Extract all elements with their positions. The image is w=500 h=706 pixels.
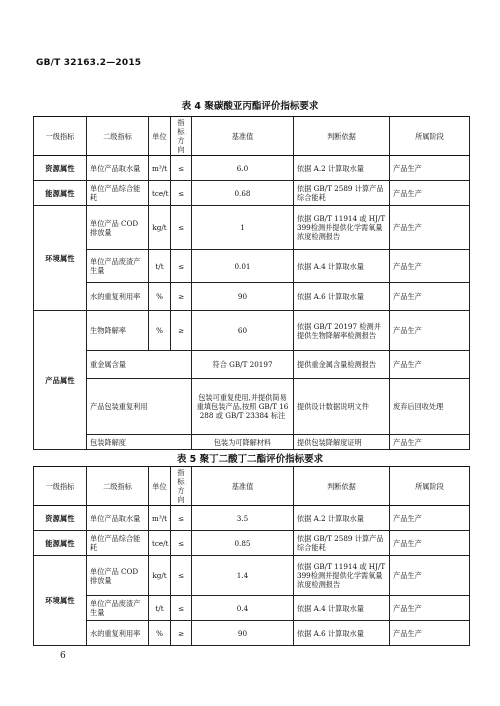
col-header-level2: 二级指标 [87, 467, 149, 506]
basis-cell: 提供包装降解度证明 [294, 435, 390, 450]
unit-cell: m³/t [149, 506, 171, 531]
level2-cell: 单位产品取水量 [87, 506, 149, 531]
baseline-cell: 0.85 [192, 531, 294, 556]
level2-cell: 单位产品废渣产生量 [87, 250, 149, 283]
basis-cell: 依据 A.4 计算取水量 [294, 596, 390, 621]
baseline-cell: 90 [192, 621, 294, 646]
table-row [34, 506, 470, 531]
col-header-level1: 一级指标 [34, 467, 87, 506]
table-row [34, 250, 470, 283]
col-header-direction: 指标方向 [171, 117, 192, 156]
level1-cell: 环境属性 [34, 556, 87, 646]
baseline-cell: 1.4 [192, 556, 294, 596]
basis-cell: 依据 A.4 计算取水量 [294, 250, 390, 283]
stage-cell: 产品生产 [390, 181, 470, 206]
col-header-stage: 所属阶段 [390, 467, 470, 506]
col-header-baseline: 基准值 [192, 467, 294, 506]
col-header-stage: 所属阶段 [390, 117, 470, 156]
basis-cell: 依据 GB/T 2589 计算产品综合能耗 [294, 531, 390, 556]
col-header-unit: 单位 [149, 117, 171, 156]
direction-cell: ≤ [171, 181, 192, 206]
basis-cell: 依据 A.2 计算取水量 [294, 506, 390, 531]
baseline-cell: 符合 GB/T 20197 [192, 351, 294, 379]
stage-cell: 产品生产 [390, 351, 470, 379]
basis-cell: 依据 GB/T 2589 计算产品综合能耗 [294, 181, 390, 206]
level2-cell: 单位产品 COD 排放量 [87, 556, 149, 596]
table5-title: 表 5 聚丁二酸丁二酯评价指标要求 [176, 454, 324, 465]
unit-cell: % [149, 283, 171, 311]
basis-cell: 依据 A.6 计算取水量 [294, 621, 390, 646]
col-header-basis: 判断依据 [294, 467, 390, 506]
level2-cell: 单位产品综合能耗 [87, 531, 149, 556]
level2-cell: 单位产品废渣产生量 [87, 596, 149, 621]
level2-cell: 重金属含量 [87, 351, 192, 379]
basis-cell: 依据 A.2 计算取水量 [294, 156, 390, 181]
direction-cell: ≤ [171, 506, 192, 531]
direction-cell: ≥ [171, 621, 192, 646]
level1-cell: 环境属性 [34, 206, 87, 311]
level1-cell: 产品属性 [34, 311, 87, 450]
stage-cell: 产品生产 [390, 206, 470, 250]
baseline-cell: 0.01 [192, 250, 294, 283]
stage-cell: 产品生产 [390, 596, 470, 621]
table-row [34, 351, 470, 379]
baseline-cell: 3.5 [192, 506, 294, 531]
basis-cell: 依据 GB/T 20197 检测并提供生物降解率检测报告 [294, 311, 390, 351]
unit-cell: t/t [149, 250, 171, 283]
table-row [34, 156, 470, 181]
direction-cell: ≤ [171, 206, 192, 250]
table-row [34, 556, 470, 596]
unit-cell: tce/t [149, 531, 171, 556]
baseline-cell: 包装为可降解材料 [192, 435, 294, 450]
baseline-cell: 90 [192, 283, 294, 311]
table-row [34, 531, 470, 556]
stage-cell: 废弃后回收处理 [390, 379, 470, 435]
table4-title: 表 4 聚碳酸亚丙酯评价指标要求 [181, 101, 319, 112]
col-header-level1: 一级指标 [34, 117, 87, 156]
basis-cell: 提供设计数据说明文件 [294, 379, 390, 435]
stage-cell: 产品生产 [390, 311, 470, 351]
basis-cell: 依据 GB/T 11914 或 HJ/T 399检测并提供化学需氧量浓度检测报告 [294, 556, 390, 596]
col-header-basis: 判断依据 [294, 117, 390, 156]
level2-cell: 水的重复利用率 [87, 621, 149, 646]
direction-cell: ≤ [171, 531, 192, 556]
table-row [34, 311, 470, 351]
standard-code: GB/T 32163.2—2015 [36, 58, 142, 68]
col-header-level2: 二级指标 [87, 117, 149, 156]
table-row [34, 181, 470, 206]
table-row [34, 206, 470, 250]
col-header-unit: 单位 [149, 467, 171, 506]
direction-cell: ≥ [171, 311, 192, 351]
baseline-cell: 1 [192, 206, 294, 250]
table-row [34, 596, 470, 621]
level2-cell: 产品包装重复利用 [87, 379, 192, 435]
table-row [34, 379, 470, 435]
basis-cell: 依据 GB/T 11914 或 HJ/T 399检测并提供化学需氧量浓度检测报告 [294, 206, 390, 250]
table5 [33, 466, 470, 646]
level2-cell: 生物降解率 [87, 311, 149, 351]
stage-cell: 产品生产 [390, 506, 470, 531]
stage-cell: 产品生产 [390, 283, 470, 311]
level2-cell: 单位产品 COD 排放量 [87, 206, 149, 250]
basis-cell: 依据 A.6 计算取水量 [294, 283, 390, 311]
unit-cell: kg/t [149, 206, 171, 250]
stage-cell: 产品生产 [390, 531, 470, 556]
level2-cell: 单位产品综合能耗 [87, 181, 149, 206]
direction-cell: ≤ [171, 596, 192, 621]
level1-cell: 资源属性 [34, 506, 87, 531]
level2-cell: 单位产品取水量 [87, 156, 149, 181]
baseline-cell: 包装可重复使用,并提供简易重填包装产品,按照 GB/T 16288 或 GB/T 23384 标注 [192, 379, 294, 435]
stage-cell: 产品生产 [390, 250, 470, 283]
unit-cell: m³/t [149, 156, 171, 181]
table5-header-row [34, 467, 470, 506]
direction-cell: ≤ [171, 156, 192, 181]
basis-cell: 提供重金属含量检测报告 [294, 351, 390, 379]
table-row [34, 621, 470, 646]
unit-cell: % [149, 311, 171, 351]
col-header-baseline: 基准值 [192, 117, 294, 156]
table-row [34, 283, 470, 311]
baseline-cell: 0.68 [192, 181, 294, 206]
stage-cell: 产品生产 [390, 621, 470, 646]
stage-cell: 产品生产 [390, 156, 470, 181]
page-number: 6 [60, 651, 66, 661]
unit-cell: % [149, 621, 171, 646]
direction-cell: ≤ [171, 556, 192, 596]
table4 [33, 116, 470, 450]
level1-cell: 资源属性 [34, 156, 87, 181]
stage-cell: 产品生产 [390, 435, 470, 450]
col-header-direction: 指标方向 [171, 467, 192, 506]
direction-cell: ≥ [171, 283, 192, 311]
table-row [34, 435, 470, 450]
unit-cell: tce/t [149, 181, 171, 206]
unit-cell: t/t [149, 596, 171, 621]
stage-cell: 产品生产 [390, 556, 470, 596]
level2-cell: 包装降解度 [87, 435, 192, 450]
level1-cell: 能源属性 [34, 531, 87, 556]
level1-cell: 能源属性 [34, 181, 87, 206]
direction-cell: ≤ [171, 250, 192, 283]
table4-header-row [34, 117, 470, 156]
level2-cell: 水的重复利用率 [87, 283, 149, 311]
baseline-cell: 0.4 [192, 596, 294, 621]
baseline-cell: 60 [192, 311, 294, 351]
baseline-cell: 6.0 [192, 156, 294, 181]
unit-cell: kg/t [149, 556, 171, 596]
